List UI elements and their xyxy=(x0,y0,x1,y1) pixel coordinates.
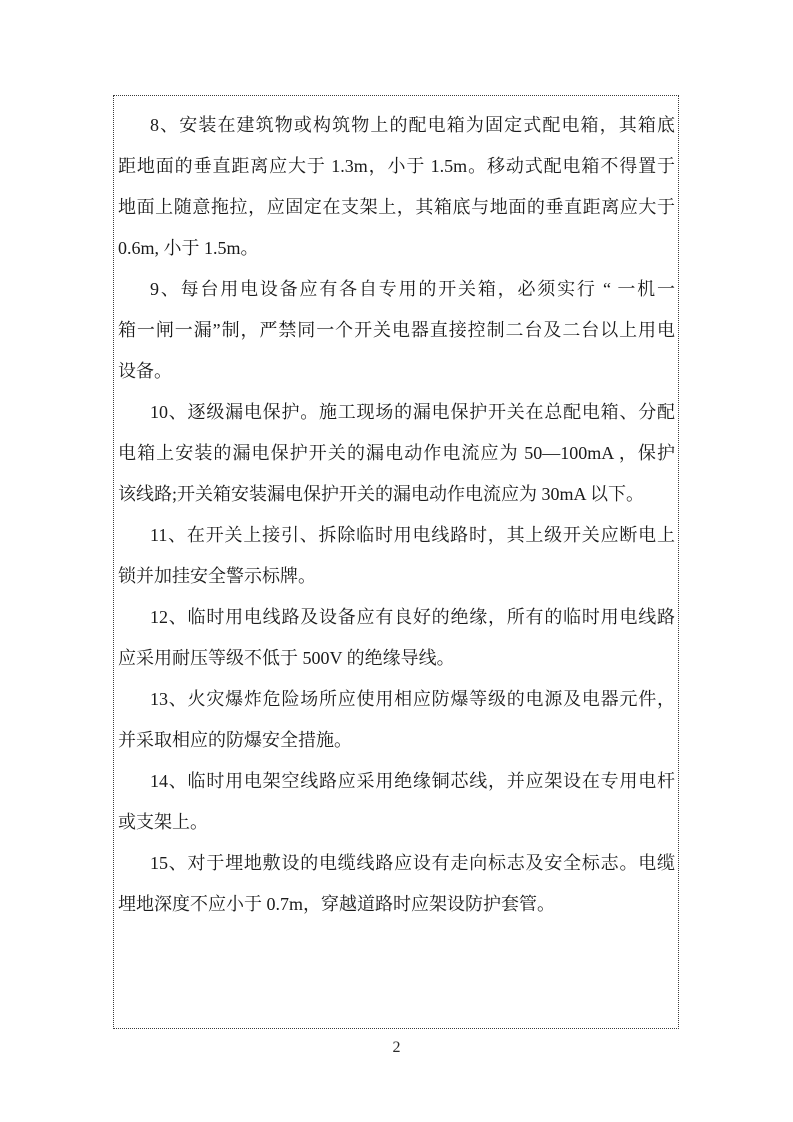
paragraph xyxy=(118,597,675,679)
text-line: 地面上随意拖拉，应固定在支架上，其箱底与地面的垂直距离应大于 xyxy=(118,197,675,217)
text-line: 13、火灾爆炸危险场所应使用相应防爆等级的电源及电器元件， xyxy=(150,689,675,709)
text-line: 设备。 xyxy=(118,361,172,381)
text-line: 8、安装在建筑物或构筑物上的配电箱为固定式配电箱，其箱底 xyxy=(150,115,675,135)
text-line: 箱一闸一漏”制，严禁同一个开关电器直接控制二台及二台以上用电 xyxy=(118,320,675,340)
text-line: 该线路;开关箱安装漏电保护开关的漏电动作电流应为 30mA 以下。 xyxy=(118,484,645,504)
text-line: 0.6m, 小于 1.5m。 xyxy=(118,238,259,258)
text-line: 距地面的垂直距离应大于 1.3m，小于 1.5m。移动式配电箱不得置于 xyxy=(118,156,675,176)
text-line: 埋地深度不应小于 0.7m，穿越道路时应架设防护套管。 xyxy=(118,894,555,914)
document-body xyxy=(118,105,675,925)
paragraph xyxy=(118,105,675,269)
text-line: 并采取相应的防爆安全措施。 xyxy=(118,730,352,750)
paragraph xyxy=(118,515,675,597)
text-line: 14、临时用电架空线路应采用绝缘铜芯线，并应架设在专用电杆 xyxy=(150,771,675,791)
text-line: 或支架上。 xyxy=(118,812,208,832)
text-line: 12、临时用电线路及设备应有良好的绝缘，所有的临时用电线路 xyxy=(150,607,675,627)
text-line: 应采用耐压等级不低于 500V 的绝缘导线。 xyxy=(118,648,455,668)
text-line: 10、逐级漏电保护。施工现场的漏电保护开关在总配电箱、分配 xyxy=(150,402,675,422)
text-line: 11、在开关上接引、拆除临时用电线路时，其上级开关应断电上 xyxy=(150,525,675,545)
text-line: 15、对于埋地敷设的电缆线路应设有走向标志及安全标志。电缆 xyxy=(150,853,675,873)
text-boundary-frame xyxy=(113,95,679,1029)
paragraph xyxy=(118,392,675,515)
text-line: 锁并加挂安全警示标牌。 xyxy=(118,566,316,586)
paragraph xyxy=(118,843,675,925)
paragraph xyxy=(118,761,675,843)
text-line: 9、每台用电设备应有各自专用的开关箱，必须实行 “ 一机一 xyxy=(150,279,675,299)
text-line: 电箱上安装的漏电保护开关的漏电动作电流应为 50—100mA ，保护 xyxy=(118,443,675,463)
paragraph xyxy=(118,679,675,761)
page-number: 2 xyxy=(392,1039,401,1056)
paragraph xyxy=(118,269,675,392)
